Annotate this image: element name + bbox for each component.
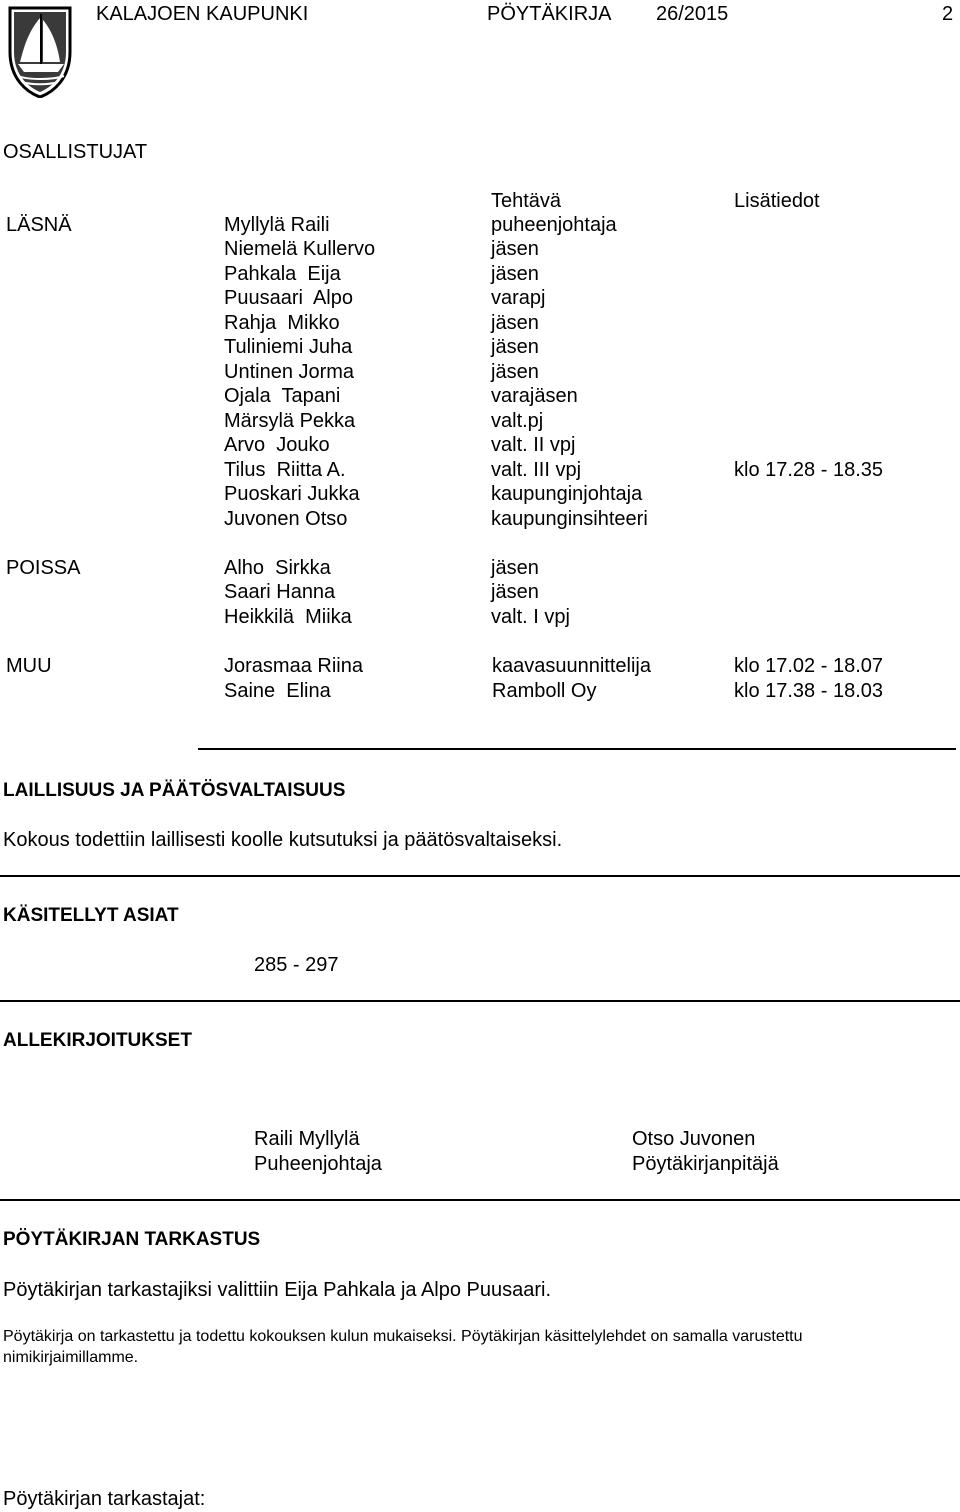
participant-name: Märsylä Pekka [224,410,356,432]
signer-title: Puheenjohtaja [254,1153,382,1175]
review-note-line: Pöytäkirja on tarkastettu ja todettu kokouksen kulun mukaiseksi. Pöytäkirjan käsittelylehdet on samalla varustettu [3,1328,803,1345]
review-text: Pöytäkirjan tarkastajiksi valittiin Eija Pahkala ja Alpo Puusaari. [3,1279,552,1301]
participant-name: Jorasmaa Riina [224,655,363,677]
participant-role: jäsen [491,238,539,260]
section-divider [0,1199,960,1201]
participant-row [0,605,960,629]
participant-name: Untinen Jorma [224,361,355,383]
participant-info: klo 17.28 - 18.35 [734,459,883,481]
meeting-number: 26/2015 [656,3,729,25]
participant-info: klo 17.02 - 18.07 [734,655,883,677]
participant-name: Pahkala Eija [224,263,341,285]
participant-row [0,286,960,310]
participant-name: Puoskari Jukka [224,483,360,505]
items-heading: KÄSITELLYT ASIAT [3,905,179,926]
participant-role: jäsen [491,263,539,285]
participant-name: Heikkilä Miika [224,606,352,628]
participant-role: kaupunginsihteeri [491,508,648,530]
legality-heading: LAILLISUUS JA PÄÄTÖSVALTAISUUS [3,780,346,801]
participant-name: Saari Hanna [224,581,336,603]
coat-of-arms-icon [6,2,74,98]
participant-name: Tilus Riitta A. [224,459,346,481]
participant-role: kaupunginjohtaja [491,483,643,505]
document-type: PÖYTÄKIRJA [487,3,612,25]
participant-role: kaavasuunnittelija [492,655,651,677]
participant-row [0,213,960,237]
group-label: POISSA [6,557,81,579]
participant-name: Rahja Mikko [224,312,340,334]
participant-role: jäsen [491,361,539,383]
participant-name: Niemelä Kullervo [224,238,376,260]
reviewers-label: Pöytäkirjan tarkastajat: [3,1488,206,1510]
group-label: LÄSNÄ [6,214,72,236]
participant-role: valt.pj [491,410,544,432]
participant-name: Myllylä Raili [224,214,330,236]
section-divider [0,875,960,877]
review-note-line: nimikirjaimillamme. [3,1349,139,1366]
participant-role: valt. III vpj [491,459,582,481]
participant-row [0,580,960,604]
participant-name: Alho Sirkka [224,557,331,579]
participant-info: klo 17.38 - 18.03 [734,680,883,702]
participant-role: jäsen [491,312,539,334]
participant-role: valt. I vpj [491,606,570,628]
signatures-heading: ALLEKIRJOITUKSET [3,1030,192,1051]
column-header-info: Lisätiedot [734,190,820,212]
participant-name: Arvo Jouko [224,434,330,456]
participant-name: Ojala Tapani [224,385,341,407]
participant-row [0,311,960,335]
participant-row [0,556,960,580]
municipality-name: KALAJOEN KAUPUNKI [96,3,309,25]
page-number: 2 [942,3,954,25]
participant-name: Puusaari Alpo [224,287,353,309]
review-heading: PÖYTÄKIRJAN TARKASTUS [3,1229,261,1250]
participant-role: jäsen [491,336,539,358]
participant-row [0,360,960,384]
participant-role: varajäsen [491,385,578,407]
participant-role: jäsen [491,581,539,603]
participant-row [0,262,960,286]
section-divider [0,1000,960,1002]
participant-row [0,482,960,506]
items-range: 285 - 297 [254,954,339,976]
participant-name: Juvonen Otso [224,508,348,530]
signer-title: Pöytäkirjanpitäjä [632,1153,779,1175]
participant-row [0,679,960,703]
column-header-role: Tehtävä [491,190,562,212]
participant-role: Ramboll Oy [492,680,597,702]
participant-row [0,507,960,531]
participant-row [0,433,960,457]
participant-row [0,654,960,678]
participant-row [0,458,960,482]
signer-name: Raili Myllylä [254,1128,360,1150]
signer-name: Otso Juvonen [632,1128,756,1150]
participant-row [0,237,960,261]
participant-role: valt. II vpj [491,434,576,456]
legality-text: Kokous todettiin laillisesti koolle kutsutuksi ja päätösvaltaiseksi. [3,829,563,851]
participant-row [0,335,960,359]
participant-row [0,384,960,408]
group-label: MUU [6,655,52,677]
participant-row [0,409,960,433]
section-divider [198,748,956,750]
participant-role: jäsen [491,557,539,579]
participant-role: puheenjohtaja [491,214,617,236]
participant-name: Saine Elina [224,680,331,702]
participant-role: varapj [491,287,546,309]
participants-heading: OSALLISTUJAT [3,141,148,163]
participant-name: Tuliniemi Juha [224,336,353,358]
